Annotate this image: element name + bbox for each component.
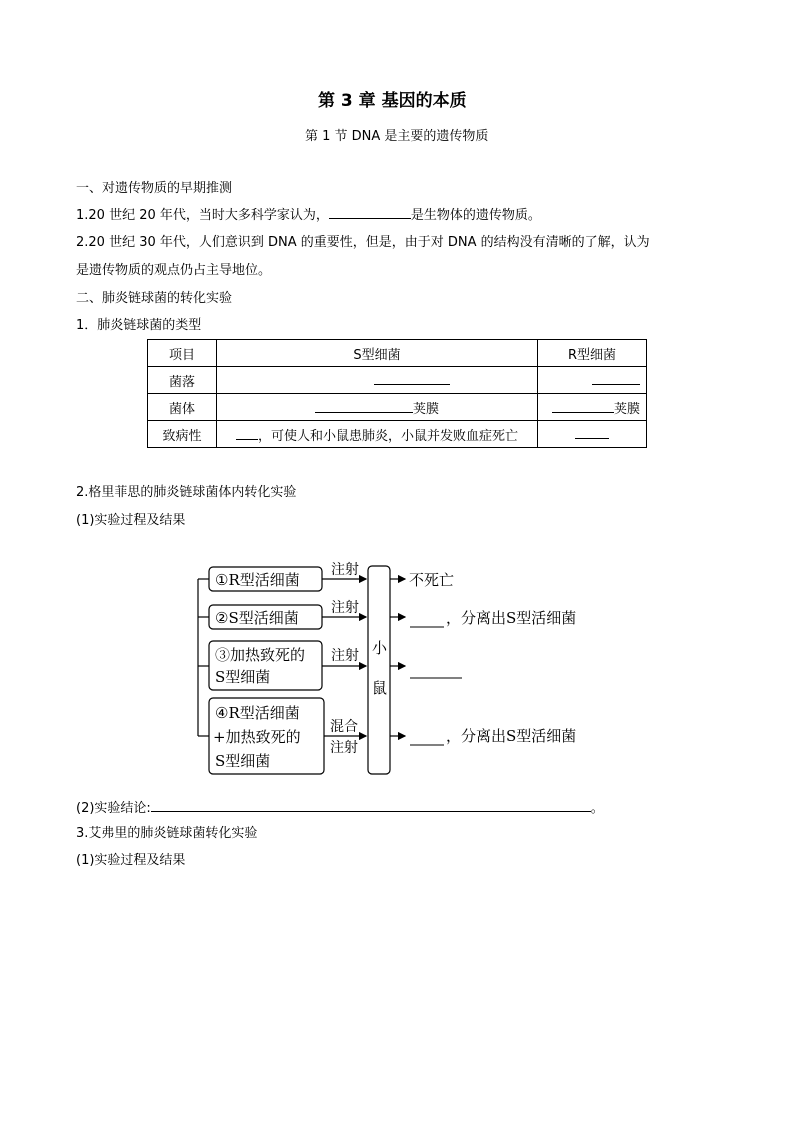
mouse-box: [368, 566, 390, 774]
conclusion-end: 。: [590, 801, 604, 816]
box4-label-2: +加热致死的: [213, 728, 301, 746]
row-label: 菌落: [148, 367, 217, 394]
conclusion-line: [76, 797, 604, 816]
item-1-text-b: 是生物体的遗传物质。: [410, 208, 541, 223]
heading-griffith-process: (1)实验过程及结果: [76, 513, 186, 528]
box1-label: ①R型活细菌: [215, 571, 300, 589]
row-label: 菌体: [148, 394, 217, 421]
virulence-text: ，可使人和小鼠患肺炎，小鼠并发败血症死亡: [257, 428, 518, 444]
heading-early-speculation: 一、对遗传物质的早期推测: [76, 181, 233, 196]
section-subtitle: 第 1 节 DNA 是主要的遗传物质: [305, 129, 489, 144]
box3-label-2: S型细菌: [215, 668, 271, 686]
inject-label: 注射: [331, 562, 359, 578]
table-header: R型细菌: [538, 340, 647, 367]
box2-label: ②S型活细菌: [215, 609, 299, 627]
capsule-text: 荚膜: [412, 401, 439, 417]
result-1: 不死亡: [409, 571, 455, 589]
box4-label-1: ④R型活细菌: [215, 704, 300, 722]
result-4: ，分离出S型活细菌: [446, 727, 577, 745]
capsule-text: 荚膜: [613, 401, 640, 417]
box3-label-1: ③加热致死的: [215, 646, 306, 664]
mouse-label-2: 鼠: [372, 679, 388, 697]
mix-label: 混合: [330, 719, 358, 735]
box4-label-3: S型细菌: [215, 752, 271, 770]
conclusion-label: (2)实验结论:: [76, 801, 151, 816]
heading-types: 1．肺炎链球菌的类型: [76, 318, 202, 333]
inject-label: 注射: [330, 740, 358, 756]
result-2: ，分离出S型活细菌: [446, 609, 577, 627]
inject-label: 注射: [331, 648, 359, 664]
row-label: 致病性: [148, 421, 217, 448]
table-header: 项目: [148, 340, 217, 367]
page-title: 第 3 章 基因的本质: [318, 91, 467, 111]
item-2-line-1: 2.20 世纪 30 年代，人们意识到 DNA 的重要性，但是，由于对 DNA 的结构没有清晰的了解，认为: [76, 235, 650, 250]
heading-griffith: 2.格里菲思的肺炎链球菌体内转化实验: [76, 485, 297, 500]
item-1-text-a: 1.20 世纪 20 年代，当时大多科学家认为，: [76, 208, 329, 223]
inject-label: 注射: [331, 600, 359, 616]
heading-transformation: 二、肺炎链球菌的转化实验: [76, 291, 233, 306]
heading-avery-process: (1)实验过程及结果: [76, 853, 186, 868]
heading-avery: 3.艾弗里的肺炎链球菌转化实验: [76, 826, 258, 841]
table-header: S型细菌: [217, 340, 538, 367]
item-2-line-2: 是遗传物质的观点仍占主导地位。: [76, 263, 272, 278]
conclusion-blank[interactable]: [151, 799, 591, 812]
mouse-label-1: 小: [372, 639, 388, 657]
